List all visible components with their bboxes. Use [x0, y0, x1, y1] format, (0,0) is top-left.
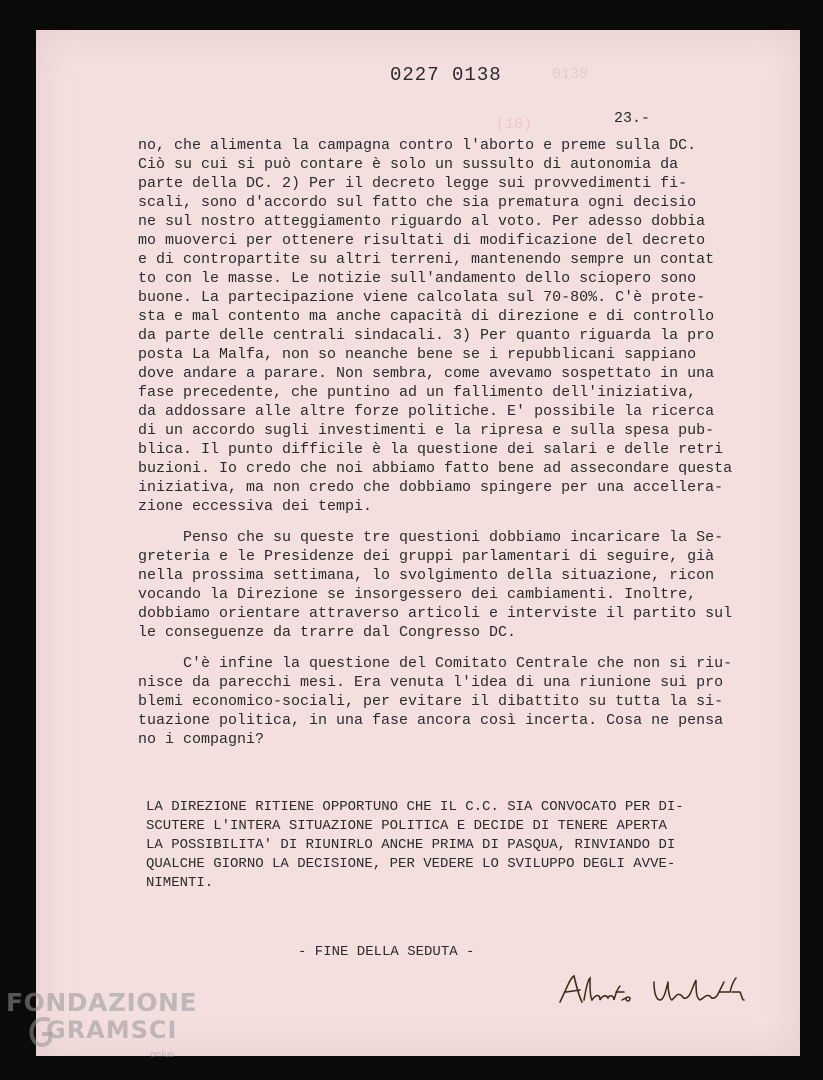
document-page — [36, 30, 800, 1056]
text-line: no, che alimenta la campagna contro l'aborto e preme sulla DC. — [138, 137, 697, 154]
text-line: buone. La partecipazione viene calcolata sul 70-80%. C'è prote- — [138, 289, 706, 306]
text-line: LA POSSIBILITA' DI RIUNIRLO ANCHE PRIMA DI PASQUA, RINVIANDO DI — [146, 837, 676, 853]
text-line: C'è infine la questione del Comitato Centrale che non si riu- — [138, 655, 733, 672]
text-line: blemi economico-sociali, per evitare il dibattito su tutta la si- — [138, 693, 724, 710]
archive-reference-number: 0227 0138 — [390, 64, 502, 86]
text-line: parte della DC. 2) Per il decreto legge sui provvedimenti fi- — [138, 175, 688, 192]
watermark-suffix: onlus — [150, 1050, 175, 1060]
text-line: di un accordo sugli investimenti e la ripresa e sulla spesa pub- — [138, 422, 715, 439]
watermark-line1: FONDAZIONE — [6, 988, 198, 1017]
text-line: SCUTERE L'INTERA SITUAZIONE POLITICA E DECIDE DI TENERE APERTA — [146, 818, 667, 834]
page-number: 23.- — [614, 110, 651, 127]
text-line: no i compagni? — [138, 731, 265, 748]
text-line: dove andare a parare. Non sembra, come avevamo sospettato in una — [138, 365, 715, 382]
text-line: e di contropartite su altri terreni, mantenendo sempre un contat — [138, 251, 715, 268]
text-line: nella prossima settimana, lo svolgimento della situazione, ricon — [138, 567, 715, 584]
text-line: iniziativa, ma non credo che dobbiamo spingere per una accellera- — [138, 479, 724, 496]
text-line: nisce da parecchi mesi. Era venuta l'idea di una riunione sui pro — [138, 674, 724, 691]
text-line: da addossare alle altre forze politiche. E' possibile la ricerca — [138, 403, 715, 420]
text-line: Penso che su queste tre questioni dobbiamo incaricare la Se- — [138, 529, 724, 546]
text-line: tuazione politica, in una fase ancora così incerta. Cosa ne pensa — [138, 712, 724, 729]
paragraph-1 — [138, 136, 778, 516]
document-body — [138, 136, 778, 749]
handwritten-signature — [554, 970, 754, 1010]
paragraph-3 — [138, 654, 778, 749]
text-line: da parte delle centrali sindacali. 3) Per quanto riguarda la pro — [138, 327, 715, 344]
text-line: to con le masse. Le notizie sull'andamento dello sciopero sono — [138, 270, 697, 287]
text-line: le conseguenze da trarre dal Congresso DC. — [138, 624, 517, 641]
text-line: ne sul nostro atteggiamento riguardo al voto. Per adesso dobbia — [138, 213, 706, 230]
text-line: blica. Il punto difficile è la questione dei salari e delle retri — [138, 441, 724, 458]
paragraph-2 — [138, 528, 778, 642]
text-line: Ciò su cui si può contare è solo un sussulto di autonomia da — [138, 156, 679, 173]
text-line: mo muoverci per ottenere risultati di modificazione del decreto — [138, 232, 706, 249]
text-line: scali, sono d'accordo sul fatto che sia prematura ogni decisio — [138, 194, 697, 211]
text-line: sta e mal contento ma anche capacità di direzione e di controllo — [138, 308, 715, 325]
direction-decision — [146, 798, 786, 893]
text-line: LA DIREZIONE RITIENE OPPORTUNO CHE IL C.C. SIA CONVOCATO PER DI- — [146, 799, 684, 815]
text-line: vocando la Direzione se insorgessero dei cambiamenti. Inoltre, — [138, 586, 697, 603]
text-line: zione eccessiva dei tempi. — [138, 498, 373, 515]
text-line: NIMENTI. — [146, 875, 214, 891]
fondazione-gramsci-watermark — [4, 988, 214, 1068]
text-line: posta La Malfa, non so neanche bene se i repubblicani sappiano — [138, 346, 697, 363]
watermark-line2: GRAMSCI — [46, 1016, 178, 1044]
text-line: greteria e le Presidenze dei gruppi parlamentari di seguire, già — [138, 548, 715, 565]
text-line: buzioni. Io credo che noi abbiamo fatto bene ad assecondare questa — [138, 460, 733, 477]
bleed-through-reference: 0138 — [552, 66, 589, 83]
text-line: QUALCHE GIORNO LA DECISIONE, PER VEDERE LO SVILUPPO DEGLI AVVE- — [146, 856, 676, 872]
bleed-through-text: (10) — [496, 116, 533, 133]
text-line: fase precedente, che puntino ad un fallimento dell'iniziativa, — [138, 384, 697, 401]
text-line: dobbiamo orientare attraverso articoli e interviste il partito sul — [138, 605, 733, 622]
end-of-session: - FINE DELLA SEDUTA - — [298, 944, 475, 960]
